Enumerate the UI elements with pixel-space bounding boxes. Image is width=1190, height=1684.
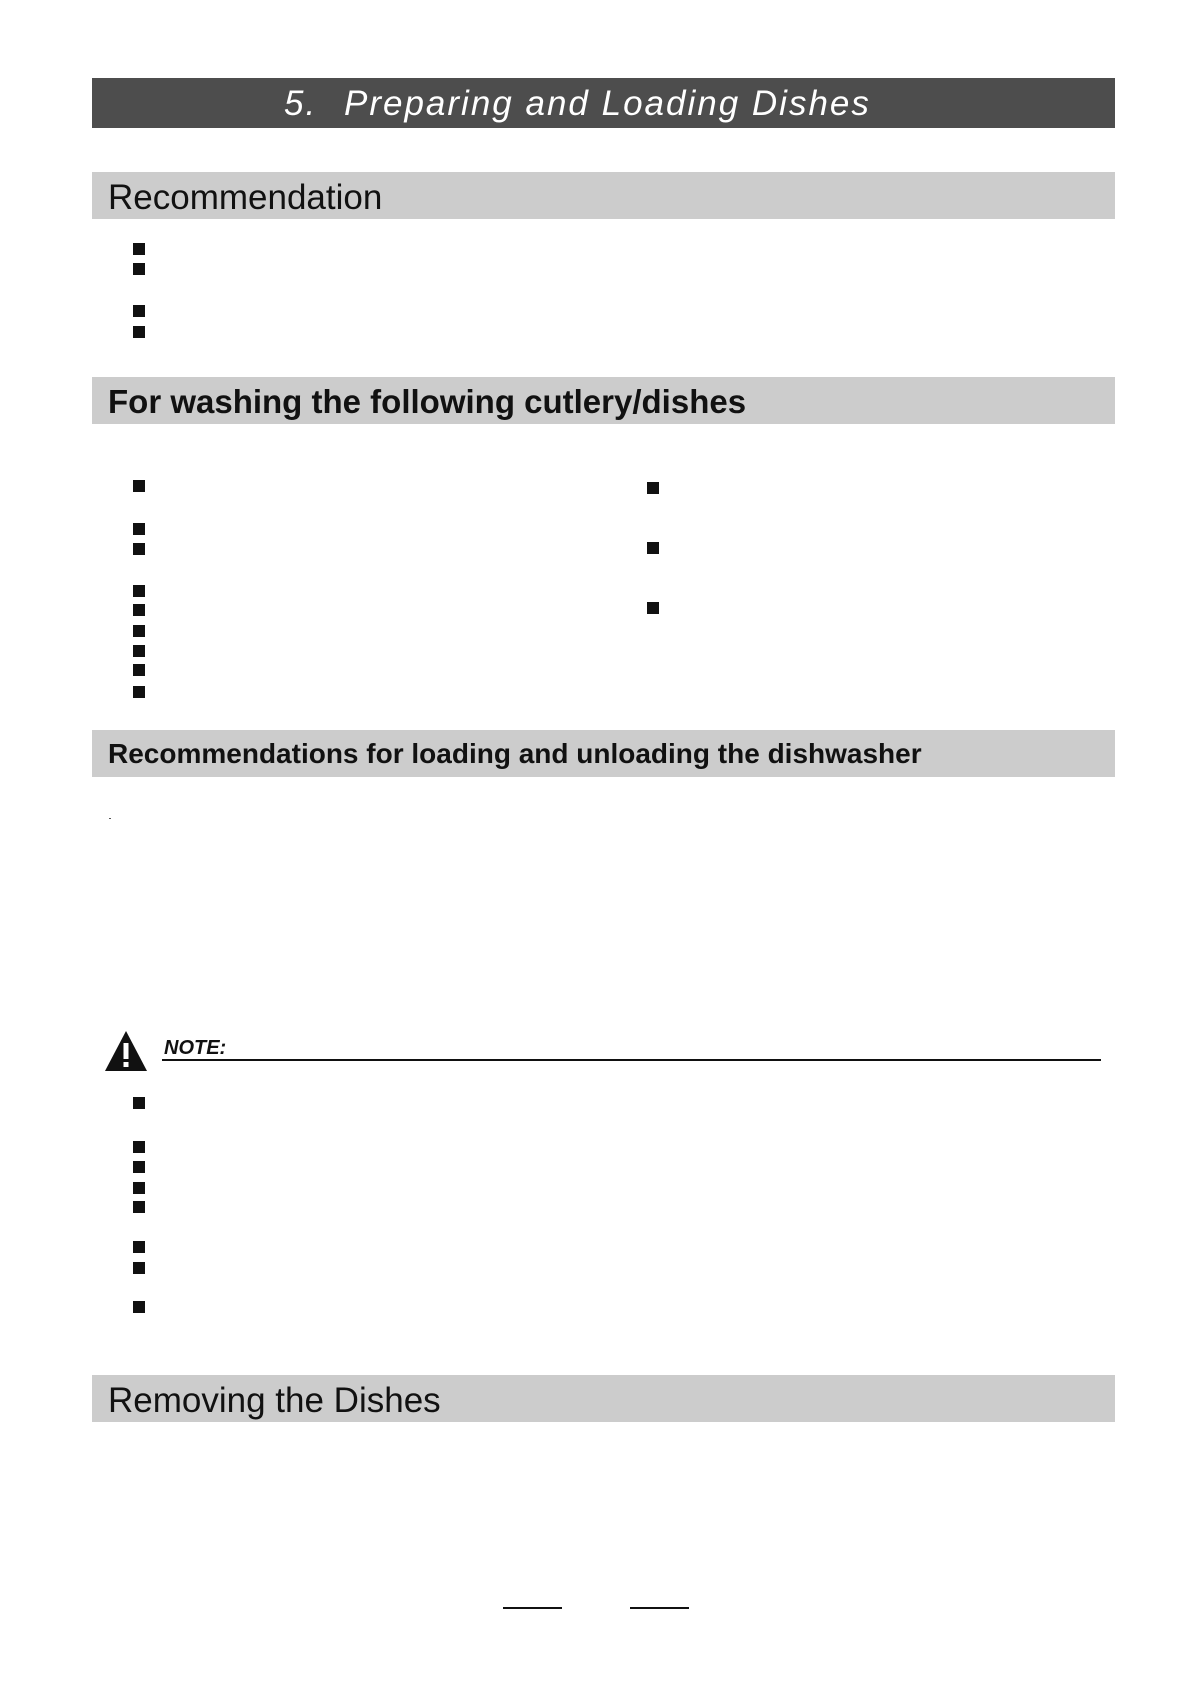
stray-mark xyxy=(109,818,111,819)
chapter-number: 5. xyxy=(284,84,318,123)
bullet-icon xyxy=(133,1241,145,1253)
bullet-icon xyxy=(133,305,145,317)
bullet-icon xyxy=(133,523,145,535)
footer-rule-left xyxy=(503,1607,562,1609)
chapter-title-bar xyxy=(92,78,1115,128)
bullet-icon xyxy=(647,542,659,554)
warning-icon xyxy=(104,1030,148,1072)
note-label: NOTE: xyxy=(164,1037,227,1059)
bullet-icon xyxy=(133,1301,145,1313)
section-loading xyxy=(92,730,1115,777)
section-title-recommendation: Recommendation xyxy=(108,178,383,217)
section-washing xyxy=(92,377,1115,424)
bullet-icon xyxy=(647,602,659,614)
bullet-icon xyxy=(133,1161,145,1173)
section-title-loading: Recommendations for loading and unloading the dishwasher xyxy=(108,738,922,769)
bullet-icon xyxy=(133,604,145,616)
bullet-icon xyxy=(133,1201,145,1213)
bullet-icon xyxy=(133,326,145,338)
bullet-icon xyxy=(133,686,145,698)
bullet-icon xyxy=(133,1182,145,1194)
chapter-title: Preparing and Loading Dishes xyxy=(344,84,871,123)
bullet-icon xyxy=(133,1141,145,1153)
section-title-washing: For washing the following cutlery/dishes xyxy=(108,383,747,420)
bullet-icon xyxy=(133,645,145,657)
bullet-icon xyxy=(133,1097,145,1109)
section-title-removing: Removing the Dishes xyxy=(108,1381,441,1420)
bullet-icon xyxy=(133,543,145,555)
bullet-icon xyxy=(133,625,145,637)
bullet-icon xyxy=(133,664,145,676)
note-divider xyxy=(162,1059,1101,1061)
footer-rule-right xyxy=(630,1607,689,1609)
bullet-icon xyxy=(133,1262,145,1274)
bullet-icon xyxy=(133,263,145,275)
bullet-icon xyxy=(133,480,145,492)
section-removing xyxy=(92,1375,1115,1422)
bullet-icon xyxy=(647,482,659,494)
bullet-icon xyxy=(133,585,145,597)
section-recommendation xyxy=(92,172,1115,219)
bullet-icon xyxy=(133,243,145,255)
